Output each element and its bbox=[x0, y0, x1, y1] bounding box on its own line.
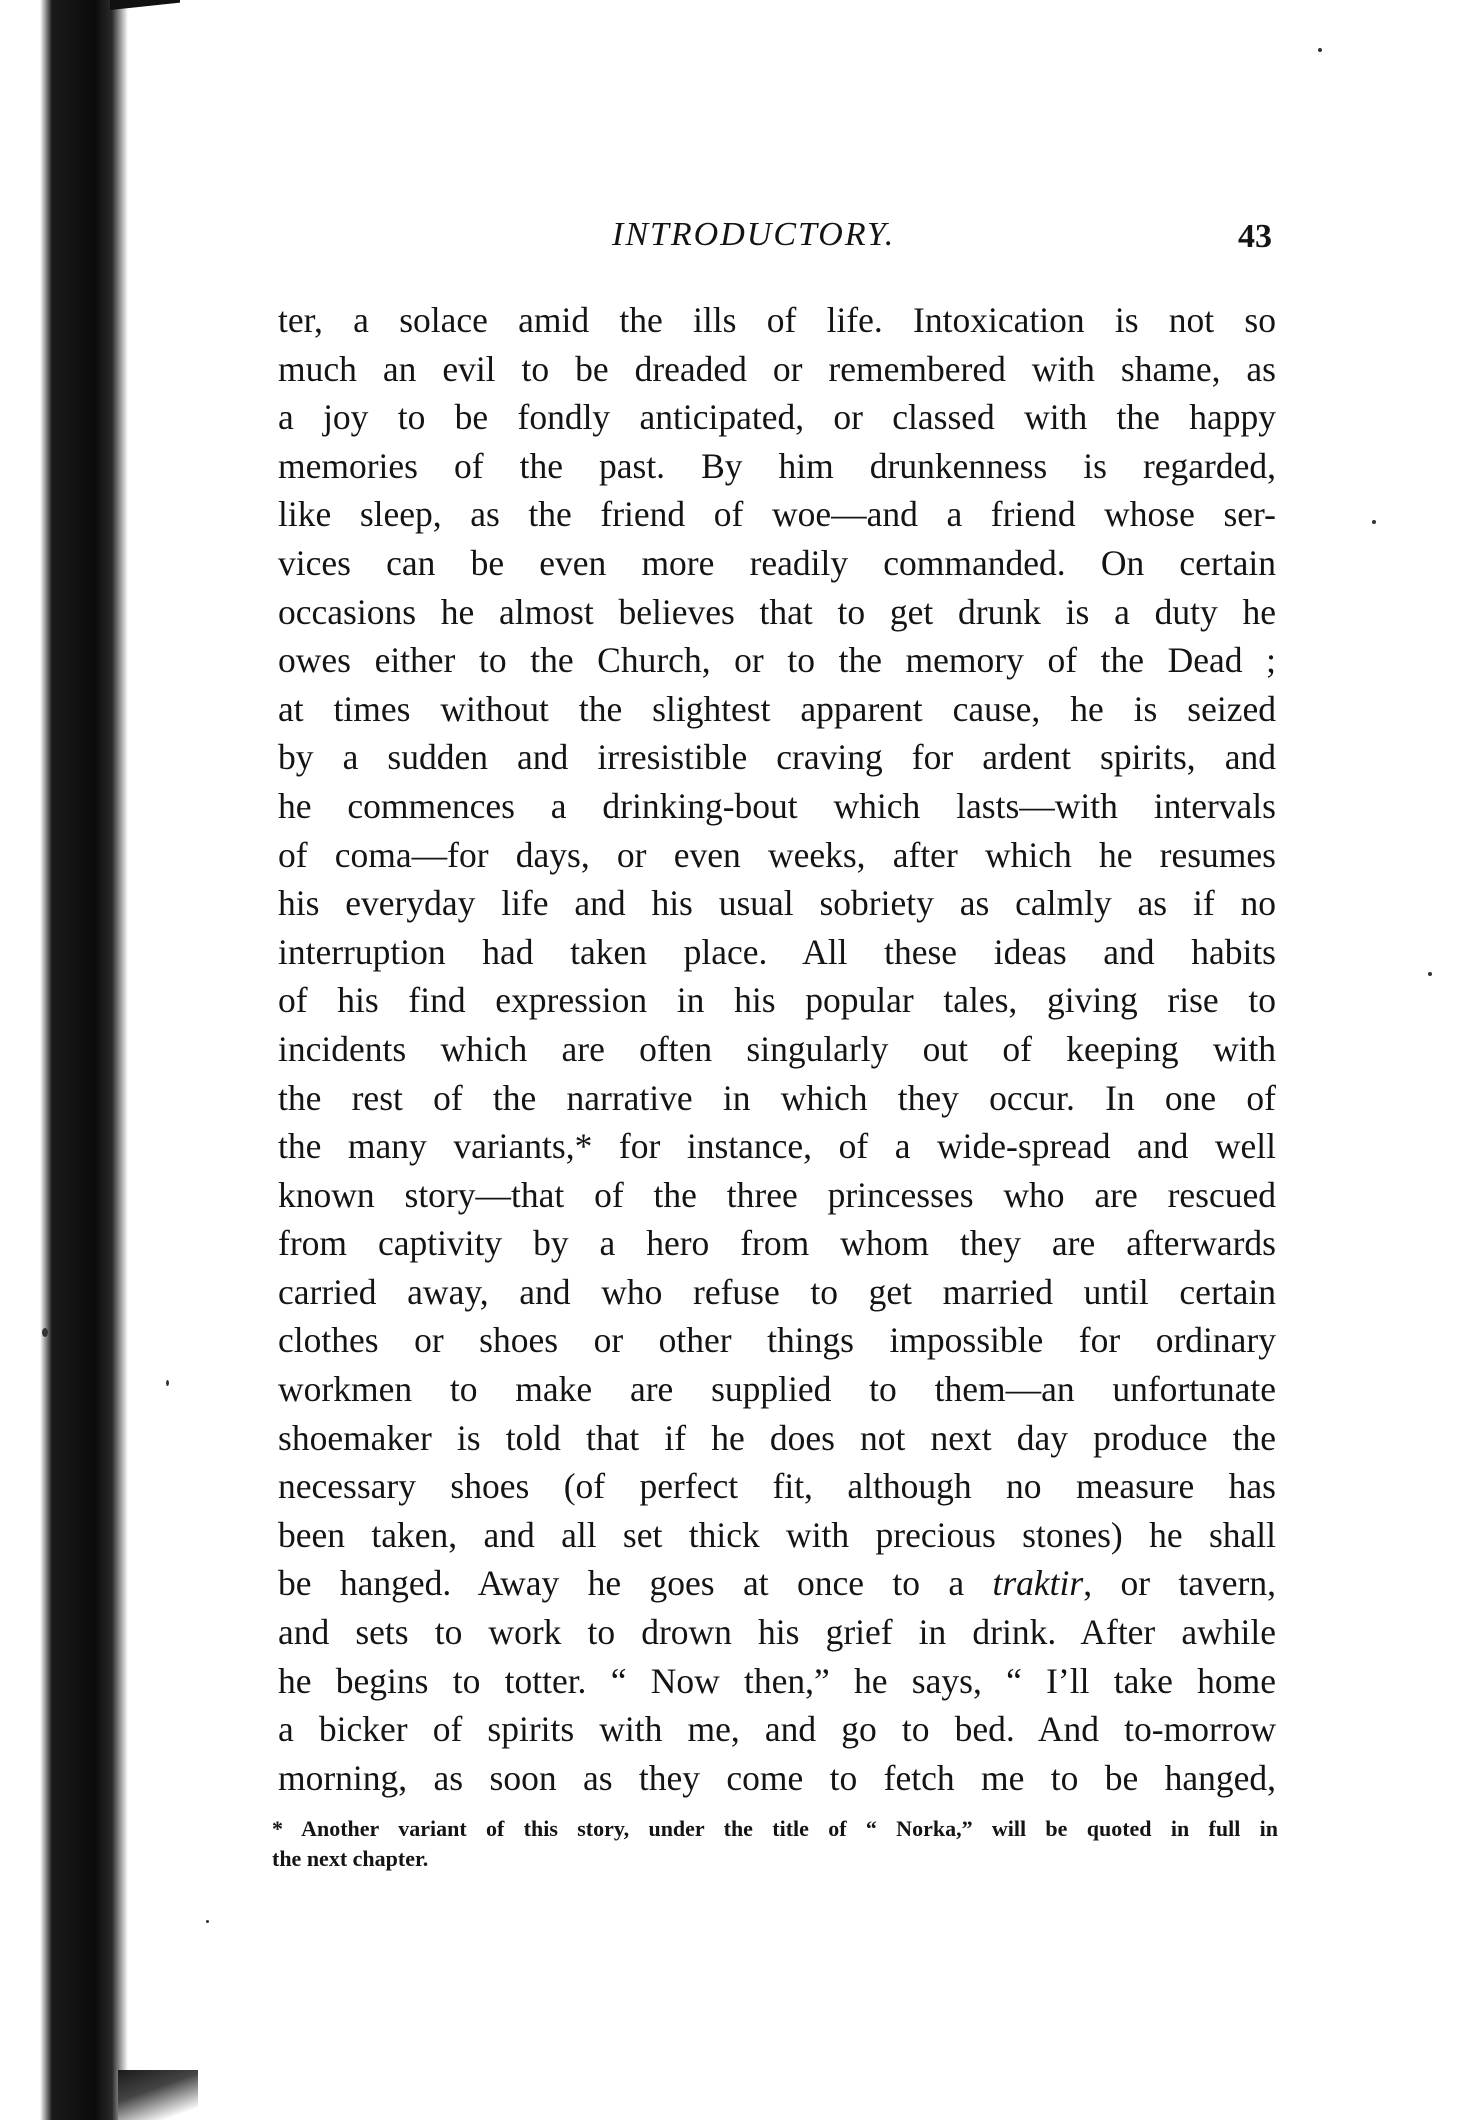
text-line: incidents which are often singularly out of keeping with bbox=[278, 1028, 1276, 1069]
text-line: owes either to the Church, or to the memory of the Dead ; bbox=[278, 640, 1276, 681]
scan-speck bbox=[1372, 520, 1376, 524]
text-line: the rest of the narrative in which they occur. In one of bbox=[278, 1077, 1276, 1118]
text-line: morning, as soon as they come to fetch me to be hanged, bbox=[278, 1757, 1276, 1798]
footnote-line: * Another variant of this story, under the title of “ Norka,” will be quoted in full in bbox=[272, 1816, 1278, 1841]
text-line: ter, a solace amid the ills of life. Intoxication is not so bbox=[278, 300, 1276, 340]
scan-speck bbox=[1318, 48, 1322, 52]
text-line: occasions he almost believes that to get drunk is a duty he bbox=[278, 591, 1276, 632]
text-line: at times without the slightest apparent cause, he is seized bbox=[278, 688, 1276, 729]
text-line: the many variants,* for instance, of a wide-spread and well bbox=[278, 1126, 1276, 1167]
text-line: shoemaker is told that if he does not next day produce the bbox=[278, 1417, 1276, 1458]
scan-speck bbox=[1428, 972, 1432, 976]
text-line: memories of the past. By him drunkenness is regarded, bbox=[278, 445, 1276, 486]
scan-speck bbox=[42, 1328, 48, 1337]
text-line: a joy to be fondly anticipated, or classed with the happy bbox=[278, 397, 1276, 438]
scan-speck bbox=[206, 1920, 209, 1923]
book-binding-edge bbox=[0, 0, 128, 2120]
text-line: much an evil to be dreaded or remembered with shame, as bbox=[278, 348, 1276, 389]
scan-speck bbox=[166, 1380, 169, 1386]
text-line: he begins to totter. “ Now then,” he says, “ I’ll take home bbox=[278, 1660, 1276, 1701]
text-line: clothes or shoes or other things impossible for ordinary bbox=[278, 1320, 1276, 1361]
text-line: carried away, and who refuse to get married until certain bbox=[278, 1271, 1276, 1312]
text-line: been taken, and all set thick with precious stones) he shall bbox=[278, 1514, 1276, 1555]
text-line-with-italic bbox=[278, 1559, 1276, 1608]
text-line: vices can be even more readily commanded. On certain bbox=[278, 542, 1276, 583]
text-line: of coma—for days, or even weeks, after which he resumes bbox=[278, 834, 1276, 875]
text-line: interruption had taken place. All these ideas and habits bbox=[278, 931, 1276, 972]
text-line: necessary shoes (of perfect fit, although no measure has bbox=[278, 1466, 1276, 1507]
text-line: he commences a drinking-bout which lasts—with intervals bbox=[278, 785, 1276, 826]
binding-corner-bottom bbox=[118, 2070, 198, 2120]
running-title: INTRODUCTORY. bbox=[612, 216, 896, 253]
text-line: his everyday life and his usual sobriety as calmly as if no bbox=[278, 883, 1276, 924]
footnote-line: the next chapter. bbox=[272, 1846, 429, 1871]
page-number: 43 bbox=[1238, 218, 1272, 255]
text-line: from captivity by a hero from whom they are afterwards bbox=[278, 1223, 1276, 1264]
text-line: like sleep, as the friend of woe—and a friend whose ser- bbox=[278, 494, 1276, 535]
body-text bbox=[278, 296, 1276, 1802]
line-text-before: be hanged. Away he goes at once to a bbox=[278, 1563, 993, 1604]
text-line: of his find expression in his popular tales, giving rise to bbox=[278, 980, 1276, 1021]
line-text-after: , or tavern, bbox=[1083, 1563, 1276, 1604]
text-line: by a sudden and irresistible craving for ardent spirits, and bbox=[278, 737, 1276, 778]
text-line: workmen to make are supplied to them—an unfortunate bbox=[278, 1369, 1276, 1410]
text-line: a bicker of spirits with me, and go to bed. And to-morrow bbox=[278, 1709, 1276, 1750]
text-line: known story—that of the three princesses who are rescued bbox=[278, 1174, 1276, 1215]
text-line: and sets to work to drown his grief in drink. After awhile bbox=[278, 1612, 1276, 1653]
footnote bbox=[272, 1814, 1278, 1874]
binding-corner-top bbox=[110, 0, 180, 10]
running-head bbox=[272, 216, 1272, 266]
italic-word-traktir: traktir bbox=[992, 1563, 1084, 1604]
